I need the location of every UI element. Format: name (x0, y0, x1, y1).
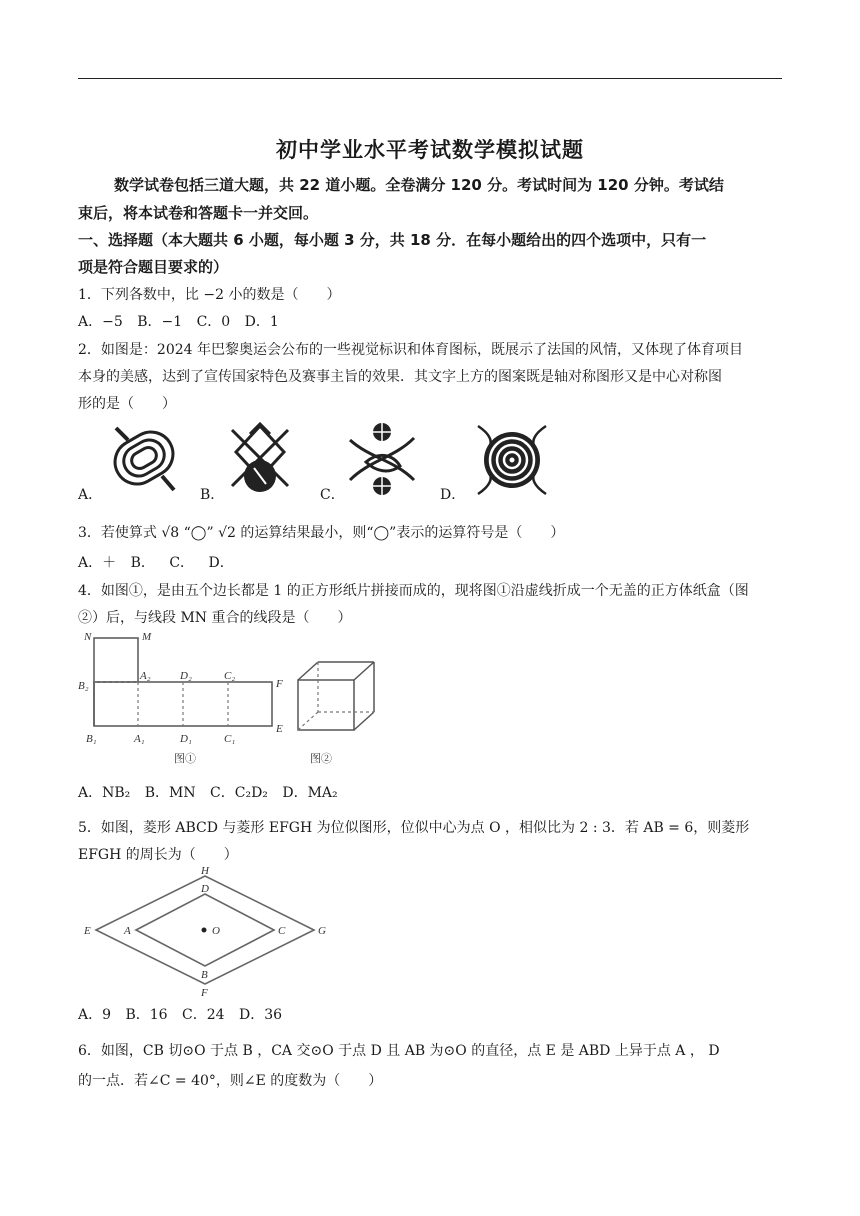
q2-label-a: A． (78, 487, 103, 503)
label-e: E (276, 723, 283, 735)
label-d1: D₁ (180, 733, 192, 745)
q5-rhombus-diagram (80, 862, 340, 1000)
q5-options (78, 1002, 784, 1028)
header-rule (78, 78, 782, 79)
label-b1: B₁ (86, 733, 97, 745)
section-heading-line-2: 项是符合题目要求的） (78, 258, 229, 276)
q5-line-1: 5．如图，菱形 ABCD 与菱形 EFGH 为位似图形，位似中心为点 O ，相似比为 2 : 3．若 AB = 6，则菱形 (78, 820, 750, 836)
q3-stem: 3．若使算式 √8 “◯” √2 的运算结果最小，则“◯”表示的运算符号是（ ） (78, 525, 565, 541)
q3-option-c: C． (169, 555, 195, 571)
section-heading-line-1: 一、选择题（本大题共 6 小题，每小题 3 分，共 18 分．在每小题给出的四个选项中，只有一 (78, 231, 707, 249)
q1-option-b: B．−1 (137, 314, 183, 330)
label-n: N (84, 631, 92, 643)
intro-line-2: 束后，将本试卷和答题卡一并交回。 (78, 204, 319, 222)
q4-line-2: ②）后，与线段 MN 重合的线段是（ ） (78, 610, 352, 626)
q4-option-a: A．NB₂ (78, 785, 131, 801)
basketball-icon (340, 420, 424, 498)
q3-option-d: D． (208, 555, 234, 571)
q4-options (78, 780, 784, 806)
label-d: D (201, 883, 209, 895)
q4-line-1: 4．如图①，是由五个边长都是 1 的正方形纸片拼接而成的，现将图①沿虚线折成一个无盖的正方体纸盒（图 (78, 583, 749, 599)
label-f: F (276, 678, 283, 690)
q5-line-2: EFGH 的周长为（ ） (78, 847, 238, 863)
label-c: C (278, 925, 286, 937)
q3-option-b: B． (130, 555, 155, 571)
q6-line-1: 6．如图，CB 切⊙O 于点 B ，CA 交⊙O 于点 D 且 AB 为⊙O 的直径，点 E 是 ABD 上异于点 A ， D (78, 1043, 720, 1059)
q1-option-a: A．−5 (78, 314, 123, 330)
label-d2: D₂ (180, 670, 192, 682)
q2-line-2: 本身的美感，达到了宣传国家特色及赛事主旨的效果．其文字上方的图案既是轴对称图形又是中心对称图 (78, 369, 722, 385)
q2-label-d: D． (440, 487, 466, 503)
q4-option-d: D．MA₂ (282, 785, 338, 801)
caption-fig-2: 图② (310, 753, 332, 765)
label-f: F (201, 987, 208, 999)
q1-options (78, 309, 784, 335)
running-track-icon (104, 420, 184, 498)
q2-label-b: B． (200, 487, 225, 503)
q5-option-b: B．16 (125, 1007, 168, 1023)
label-b: B (201, 969, 208, 981)
label-a1: A₁ (134, 733, 145, 745)
label-b2: B₂ (78, 680, 89, 692)
q4-option-c: C．C₂D₂ (210, 785, 268, 801)
q4-net-diagram (78, 628, 378, 770)
q1-stem: 1．下列各数中，比 −2 小的数是（ ） (78, 287, 341, 303)
q5-option-d: D．36 (239, 1007, 283, 1023)
label-o: O (212, 925, 220, 937)
q2-line-1: 2．如图是：2024 年巴黎奥运会公布的一些视觉标识和体育图标，既展示了法国的风情，又体现了体育项目 (78, 342, 743, 358)
q3-option-a: A．＋ (78, 555, 117, 571)
label-c1: C₁ (224, 733, 236, 745)
medal-icon (220, 420, 300, 498)
q5-option-a: A．9 (78, 1007, 112, 1023)
page-title: 初中学业水平考试数学模拟试题 (276, 138, 584, 162)
q6-line-2: 的一点．若∠C = 40°，则∠E 的度数为（ ） (78, 1073, 383, 1089)
caption-fig-1: 图① (174, 753, 196, 765)
label-g: G (318, 925, 326, 937)
archery-target-icon (472, 420, 552, 498)
label-m: M (142, 631, 152, 643)
q4-option-b: B．MN (144, 785, 196, 801)
label-c2: C₂ (224, 670, 236, 682)
q1-option-c: C．0 (196, 314, 231, 330)
intro-line-1: 数学试卷包括三道大题，共 22 道小题。全卷满分 120 分。考试时间为 120 分钟。考试结 (114, 176, 724, 194)
q5-option-c: C．24 (182, 1007, 225, 1023)
q1-option-d: D．1 (244, 314, 279, 330)
label-a: A (124, 925, 131, 937)
q3-options (78, 550, 784, 576)
label-e: E (84, 925, 91, 937)
q2-label-c: C． (320, 487, 345, 503)
label-h: H (201, 865, 209, 877)
q2-line-3: 形的是（ ） (78, 396, 176, 412)
label-a2: A₂ (140, 670, 151, 682)
